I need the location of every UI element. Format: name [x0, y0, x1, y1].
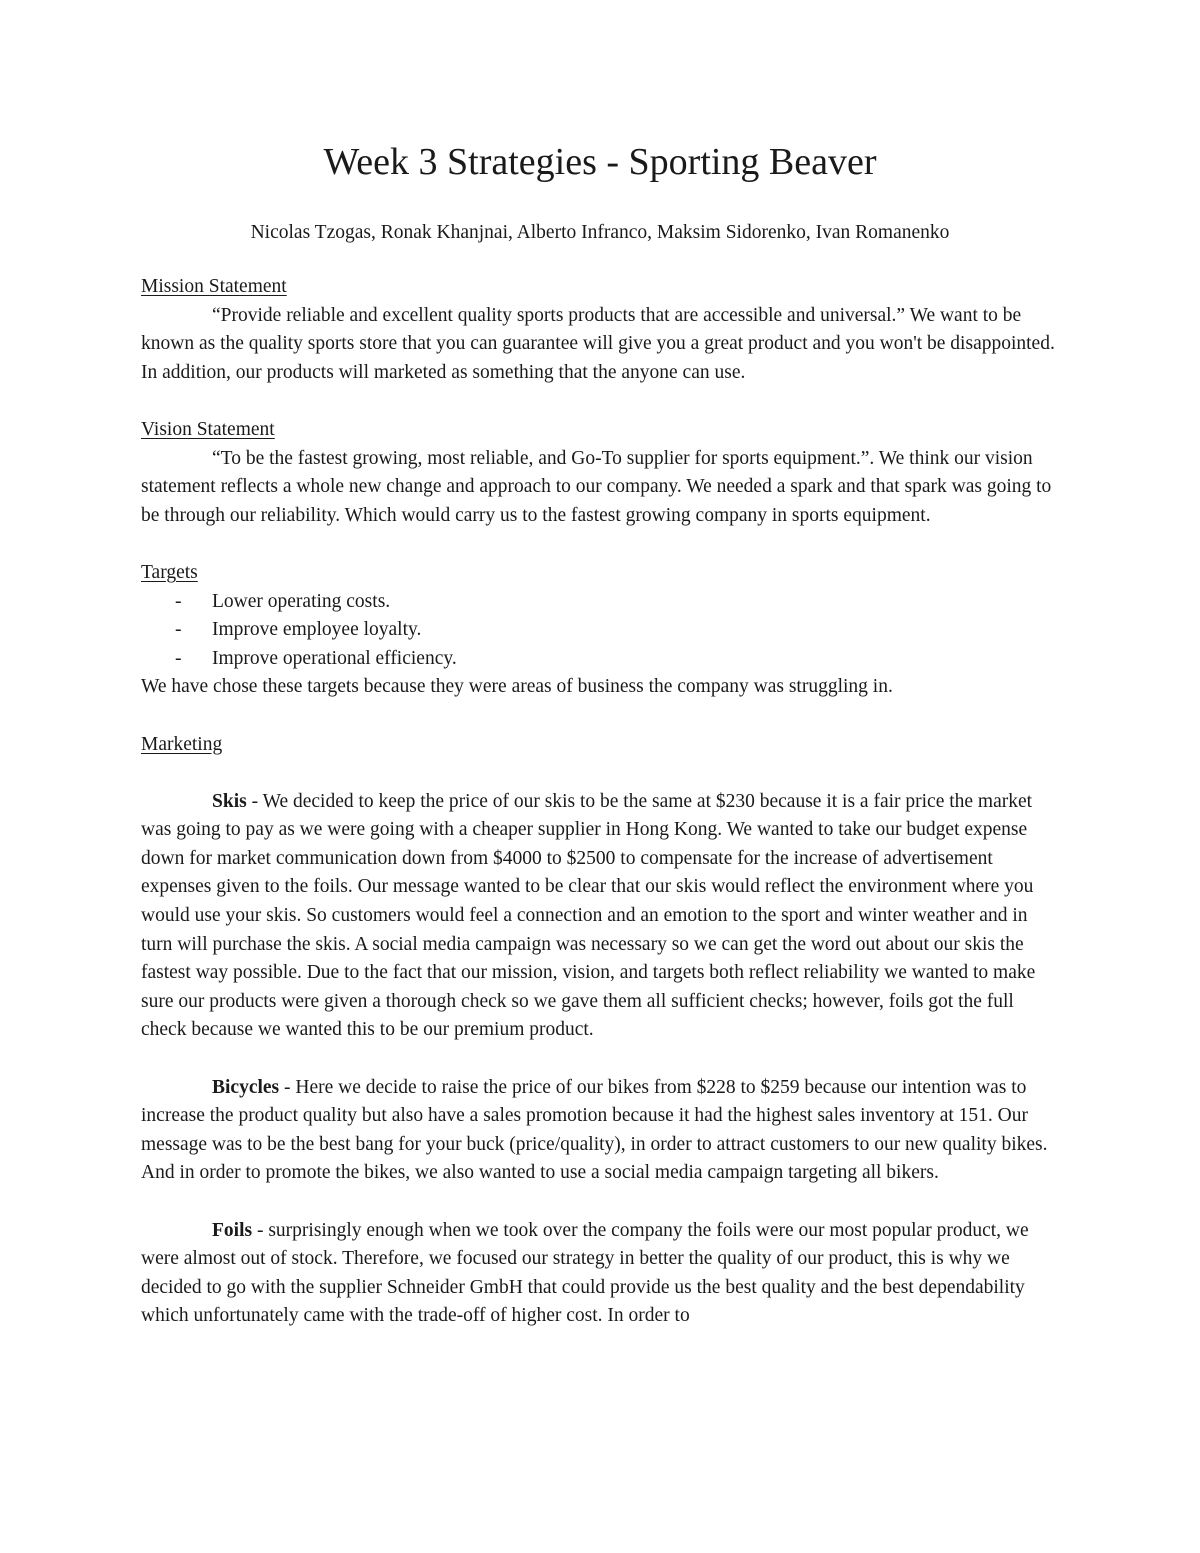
foils-paragraph [141, 1217, 1059, 1331]
foils-text: - surprisingly enough when we took over the company the foils were our most popular product, we were almost out of stock. Therefore, we focused our strategy in better the quality of our product, this is why we decided to go with the supplier Schneider GmbH that could provide us the best quality and the best dependability which unfortunately came with the trade-off of higher cost. In order to [141, 1219, 1029, 1327]
target-item-text: Improve employee loyalty. [212, 619, 422, 641]
section-spacer [141, 702, 1059, 731]
dash-bullet: - [175, 647, 182, 669]
mission-heading: Mission Statement [141, 276, 287, 297]
skis-text: - We decided to keep the price of our skis to be the same at $230 because it is a fair price the market was going to pay as we were going with a cheaper supplier in Hong Kong. We wanted to take our budget expense down for market communication down from $4000 to $2500 to compensate for the increase of advertisement expenses given to the foils. Our message wanted to be clear that our skis would reflect the environment where you would use your skis. So customers would feel a connection and an emotion to the sport and winter weather and in turn will purchase the skis. A social media campaign was necessary so we can get the word out about our skis the fastest way possible. Due to the fact that our mission, vision, and targets both reflect reliability we wanted to make sure our products were given a thorough check so we gave them all sufficient checks; however, foils got the full check because we wanted this to be our premium product. [141, 790, 1036, 1041]
skis-paragraph [141, 788, 1059, 1045]
bicycles-label: Bicycles [212, 1076, 280, 1098]
list-item [141, 588, 1059, 617]
target-item-text: Lower operating costs. [212, 590, 391, 612]
dash-bullet: - [175, 619, 182, 641]
vision-heading: Vision Statement [141, 418, 275, 440]
targets-list [141, 588, 1059, 674]
mission-paragraph: “Provide reliable and excellent quality sports products that are accessible and universal.” We want to be known as the quality sports store that you can guarantee will give you a great product and you won't be disappointed. In addition, our products will marketed as something that the anyone can use. [141, 304, 1055, 383]
section-spacer [141, 387, 1059, 416]
dash-bullet: - [175, 590, 182, 612]
marketing-heading: Marketing [141, 733, 223, 755]
section-spacer [141, 759, 1059, 788]
document-title: Week 3 Strategies - Sporting Beaver [323, 141, 877, 183]
section-spacer [141, 1045, 1059, 1074]
list-item [141, 645, 1059, 674]
section-spacer [141, 1188, 1059, 1217]
vision-paragraph: “To be the fastest growing, most reliable, and Go-To supplier for sports equipment.”. We think our vision statement reflects a whole new change and approach to our company. We needed a spark and that spark was going to be through our reliability. Which would carry us to the fastest growing company in sports equipment. [141, 447, 1052, 526]
bicycles-paragraph [141, 1074, 1059, 1188]
foils-label: Foils [212, 1219, 253, 1241]
targets-note: We have chose these targets because they were areas of business the company was struggling in. [141, 676, 893, 698]
document-body [141, 273, 1059, 1331]
list-item [141, 616, 1059, 645]
skis-label: Skis [212, 790, 247, 812]
targets-heading: Targets [141, 561, 198, 583]
target-item-text: Improve operational efficiency. [212, 647, 457, 669]
bicycles-text: - Here we decide to raise the price of our bikes from $228 to $259 because our intention was to increase the product quality but also have a sales promotion because it had the highest sales inventory at 151. Our message was to be the best bang for your buck (price/quality), in order to attract customers to our new quality bikes. And in order to promote the bikes, we also wanted to use a social media campaign targeting all bikers. [141, 1076, 1048, 1184]
author-list: Nicolas Tzogas, Ronak Khanjnai, Alberto Infranco, Maksim Sidorenko, Ivan Romanenko [250, 222, 950, 243]
section-spacer [141, 530, 1059, 559]
